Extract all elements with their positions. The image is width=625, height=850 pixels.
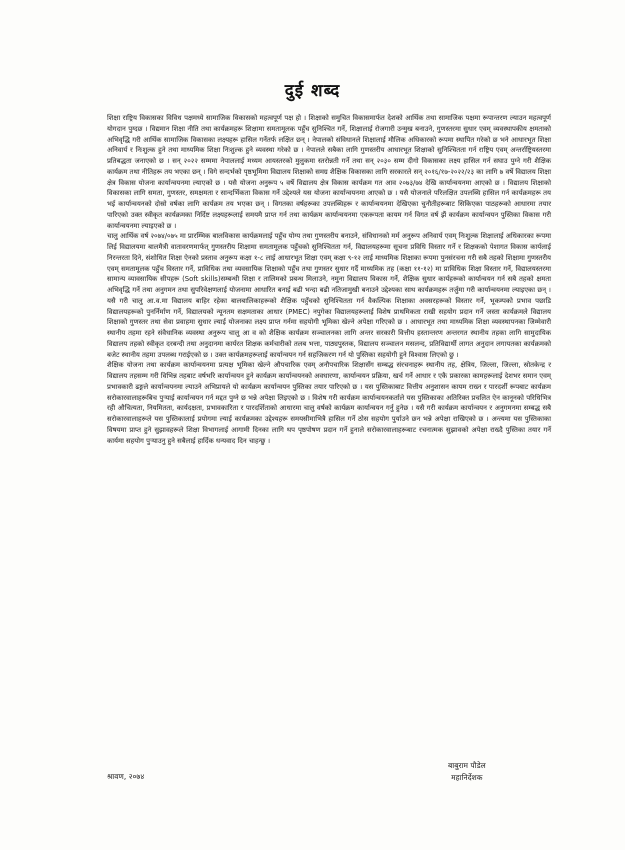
- footer-date: श्रावण, २०७४: [107, 772, 145, 781]
- paragraph-2: चालु आर्थिक वर्ष २०७४/०७५ मा प्रारम्भिक बालविकास कार्यक्रमलाई पहुँच योग्य तथा गुणस्तरीय बनाउने, संविधानको मर्म अनुरूप अनिवार्य एवम् निःशुल्क शिक्षालाई अधिकारका रूपमा लिई विद्यालयमा बालमैत्री वातावरणमार्फत् गुणस्तरीय शिक्षामा समतामूलक पहुँचको सुनिश्चितता गर्न, विद्यालयहरूमा सूचना प्रविधि विस्तार गर्ने र शिक्षकको पेशागत विकास कार्यलाई निरन्तरता दिने, संशोधित शिक्षा ऐनको प्रस्ताव अनुरूप कक्षा १-८ लाई आधारभूत शिक्षा एवम् कक्षा ९-१२ लाई माध्यमिक शिक्षाका रूपमा पुनसंरचना गरी सबै तहको शिक्षामा गुणस्तरीय एवम् समतामूलक पहुँच विस्तार गर्ने, प्राविधिक तथा व्यवसायिक शिक्षाको पहुँच तथा गुणस्तर सुधार गर्दै माध्यमिक तह (कक्षा ११-१२) मा प्राविधिक शिक्षा विस्तार गर्ने, विद्यालयस्तरमा सामान्य व्यावसायिक सीपहरू (Soft skills)सम्बन्धी शिक्षा र तालिमको प्रबन्ध मिलाउने, नमुना विद्यालय विकास गर्ने, शैक्षिक सुधार कार्यहरूको कार्यान्वयन गर्न सबै तहको क्षमता अभिवृद्धि गर्ने तथा अनुगमन तथा सुपरिवेक्षणलाई योजनामा आधारित बनाई बढी भन्दा बढी नतिजामुखी बनाउने उद्देश्यका साथ कार्यक्रमहरू तर्जुमा गरी कार्यान्वयनमा ल्याइएका छन् । यसै गरी चालु आ.व.मा विद्यालय बाहिर रहेका बालबालिकाहरूको शैक्षिक पहुँचको सुनिश्चितता गर्न वैकल्पिक शिक्षाका अवसरहरूको विस्तार गर्ने, भूकम्पको प्रभाव पछाडि विद्यालयहरूको पुनर्निर्माण गर्ने, विद्यालयको न्यूनतम सक्षमताका आधार (PMEC) नपुगेका विद्यालयहरूलाई विशेष प्राथमिकता राखी सहयोग प्रदान गर्ने जस्ता कार्यक्रमले विद्यालय शिक्षाको गुणस्तर तथा सेवा प्रवाहमा सुधार ल्याई योजनाका लक्ष्य प्राप्त गर्नमा सहयोगी भूमिका खेल्ने अपेक्षा गरिएको छ । आधारभूत तथा माध्यमिक शिक्षा व्यवस्थापनका जिम्मेवारी स्थानीय तहमा रहने संवैधानिक व्यवस्था अनुरूप चालु आ व को शैक्षिक कार्यक्रम सञ्चालनका लागि अन्तर सरकारी वित्तीय हस्तान्तरण अन्तरगत स्थानीय तहका लागि सामुदायिक विद्यालय तहको स्वीकृत दरबन्दी तथा अनुदानमा कार्यरत शिक्षक कर्मचारीको तलब भत्ता, पाठ्यपुस्तक, विद्यालय सञ्चालन मसलन्द, प्रतिविद्यार्थी लागत अनुदान लगायतका कार्यक्रमको बजेट स्थानीय तहमा उपलब्ध गराईएको छ । उक्त कार्यक्रमहरूलाई कार्यान्वयन गर्न सहजिकरण गर्न यो पुस्तिका सहयोगी हुने विश्वास लिएको छु ।: [107, 232, 551, 359]
- signature-block: [448, 760, 486, 783]
- paragraph-1: शिक्षा राष्ट्रिय विकासका विविध पक्षमध्ये सामाजिक विकासको महत्वपूर्ण पक्ष हो । शिक्षाको समुचित विकासमार्फत देशको आर्थिक तथा सामाजिक पक्षमा रूपान्तरण ल्याउन महत्वपूर्ण योगदान पुग्दछ । विद्यमान शिक्षा नीति तथा कार्यक्रमहरू शिक्षामा समतामूलक पहुँच सुनिश्चित गर्ने, शिक्षालाई रोजगारी उन्मुख बनाउने, गुणस्तरमा सुधार एवम् व्यवस्थापकीय क्षमताको अभिवृद्धि गरी आर्थिक सामाजिक विकासका लक्ष्यहरू हासिल गर्नेतर्फ लक्षित छन् । नेपालको संविधानले शिक्षालाई मौलिक अधिकारको रूपमा स्थापित गरेको छ भने आधारभूत शिक्षा अनिवार्य र निःशुल्क हुने तथा माध्यमिक शिक्षा निःशुल्क हुने व्यवस्था गरेको छ । नेपालले सबैका लागि गुणस्तरीय आधारभूत शिक्षाको सुनिश्चितता गर्न राष्ट्रिय एवम् अन्तर्राष्ट्रियस्तरमा प्रतिबद्धता जनाएको छ । सन् २०२२ सम्ममा नेपाललाई मध्यम आयस्तरको मुलुकमा स्तरोन्नती गर्ने तथा सन् २०३० सम्म दीगो विकासका लक्ष्य हासिल गर्न सघाउ पुग्ने गरी शैक्षिक कार्यक्रम तथा नीतिहरू तय भएका छन् । विगे सन्दर्भको पृष्ठभूमिमा विद्यालय शिक्षाको समग्र शैक्षिक विकासका लागि सरकारले सन् २०१६/१७-२०२२/२३ का लागि ७ वर्षे विद्यालय शिक्षा क्षेत्र विकास योजना कार्यान्वयनमा ल्याएको छ । यसै योजना अनुरूप ५ वर्षे विद्यालय क्षेत्र विकास कार्यक्रम गत आव २०७३/७४ देखि कार्यान्वयनमा आएको छ । विद्यालय शिक्षाको विकासका लागि समता, गुणस्तर, समक्षमता र सान्दर्भिकता विकास गर्ने उद्देश्यले यस योजना कार्यान्वयनमा आएको छ । यसै योजनाले परिलक्षित उपलब्धि हासिल गर्न कार्यक्रमहरू तय भई कार्यान्वयनको दोस्रो वर्षका लागि कार्यक्रम तय भएका छन् । विगतका वर्षहरूका उपलब्धिहरू र कार्यान्वयनमा देखिएका चुनौतीहरूबाट सिकिएका पाठहरूको आधारमा तयार पारिएको उक्त स्वीकृत कार्यक्रमका निर्दिष्ट लक्ष्यहरूलाई समयमै प्राप्त गर्न तथा कार्यक्रम कार्यान्वयनमा एकरूपता कायम गर्न विगत वर्ष झैं कार्यक्रम कार्यान्वयन पुस्तिका विकास गरी कार्यान्वयनमा ल्याइएको छ ।: [107, 114, 551, 230]
- page-title: दुई शब्द: [284, 81, 341, 101]
- signatory-title: महानिर्देशक: [451, 772, 483, 782]
- body-text: [107, 113, 551, 446]
- signatory-name: बाबुराम पौडेल: [448, 761, 486, 770]
- paragraph-3: शैक्षिक योजना तथा कार्यक्रम कार्यान्वयनमा प्रत्यक्ष भूमिका खेल्ने औपचारिक एवम् अनौपचारिक शिक्षासँग सम्बद्ध संरचनाहरू स्थानीय तह, क्षेत्रिय, जिल्ला, जिल्ला, स्रोतकेन्द्र र विद्यालय तहसम्म गरी विभिन्न तहबाट वर्षभरि कार्यान्वयन हुने कार्यक्रम कार्यान्वयनको अवधारणा, कार्यान्वयन प्रक्रिया, खर्च गर्ने आधार र एकै प्रकारका कामहरूलाई देशभर समान एवम् प्रभावकारी ढङ्गले कार्यान्वयनमा ल्याउने अभिप्रायले यो कार्यक्रम कार्यान्वयन पुस्तिका तयार पारिएको छ । यस पुस्तिकाबाट वित्तीय अनुशासन कायम राख्न र पारदर्शी रूपबाट कार्यक्रम सरोकारवालाहरूबिच पुऱ्याई कार्यान्वयन गर्न मद्दत पुग्ने छ भन्ने अपेक्षा लिइएको छ । विशेष गरी कार्यक्रम कार्यान्वयनकर्ताले यस पुस्तिकाका अतिरिक्त प्रचलित ऐन कानूनको परिधिभित्र रही औचित्यता, नियमितता, कार्यदक्षता, प्रभावकारिता र पारदर्शिताको आधारमा चालु वर्षको कार्यक्रम कार्यान्वयन गर्नु हुनेछ । यसै गरी कार्यक्रम कार्यान्वयन र अनुगमनमा सम्बद्ध सबै सरोकारवालाहरूले यस पुस्तिकालाई प्रयोगमा ल्याई कार्यक्रमका उद्देश्यहरू समयसीमाभित्रै हासिल गर्ने ठोस सहयोग पुर्याउने छन भन्ने अपेक्षा राखिएको छ । अन्त्यमा यस पुस्तिकाका विषयमा प्राप्त हुने सुझावहरूले शिक्षा विभागलाई आगामी दिनका लागि थप पृष्ठपोषण प्रदान गर्ने हुनाले सरोकारवालाहरूबाट रचनात्मक सुझावको अपेक्षा राख्दै पुस्तिका तयार गर्ने कार्यमा सहयोग पुऱ्याउनु हुने सबैलाई हार्दिक धन्यवाद दिन चाहन्छु ।: [107, 361, 551, 445]
